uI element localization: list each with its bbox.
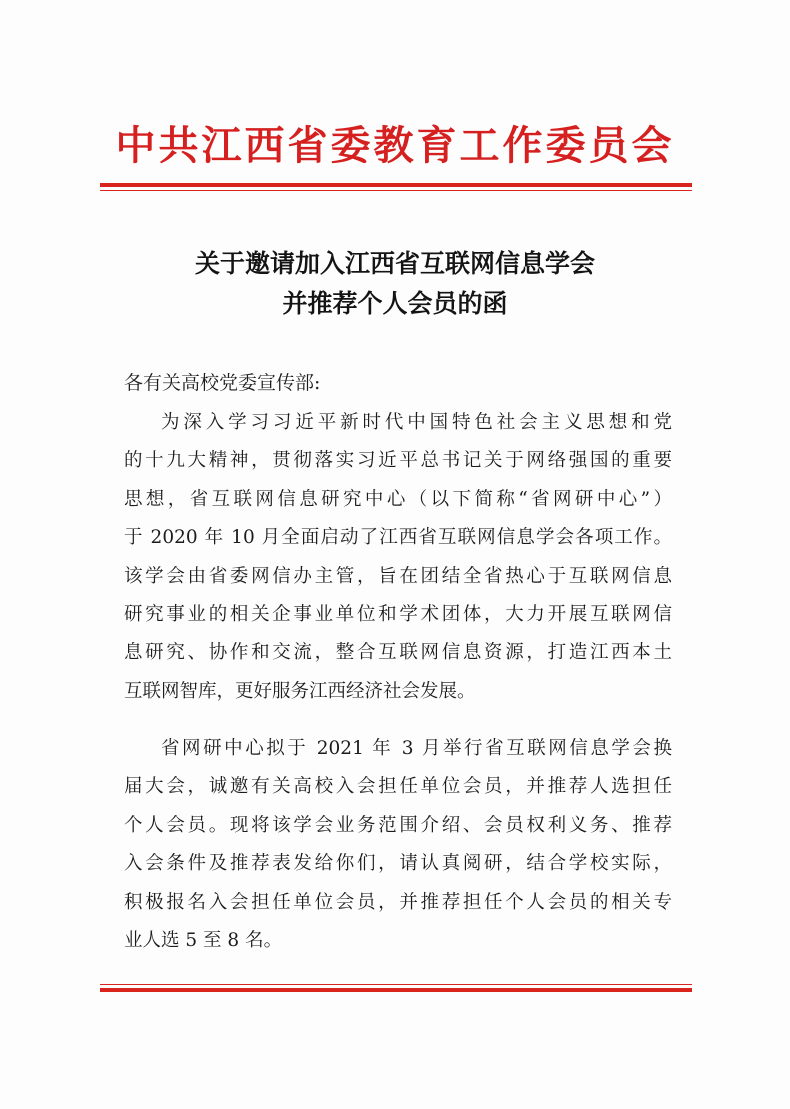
paragraph-2	[124, 730, 672, 960]
document-title	[0, 244, 790, 324]
paragraph-line: 于 2020 年 10 月全面启动了江西省互联网信息学会各项工作。	[124, 527, 672, 549]
paragraph-line: 个人会员。现将该学会业务范围介绍、会员权利义务、推荐	[124, 814, 672, 836]
organization-header: 中共江西省委教育工作委员会	[115, 122, 675, 169]
footer-rule-thick	[100, 988, 692, 992]
header-rule-thin	[100, 190, 692, 191]
paragraph-line: 业人选 5 至 8 名。	[124, 930, 283, 952]
paragraph-line: 互联网智库，更好服务江西经济社会发展。	[124, 680, 476, 702]
salutation: 各有关高校党委宣传部:	[124, 372, 321, 394]
paragraph-line: 该学会由省委网信办主管，旨在团结全省热心于互联网信息	[124, 565, 672, 587]
paragraph-line: 思想，省互联网信息研究中心（以下简称“省网研中心”）	[124, 488, 672, 510]
paragraph-line: 积极报名入会担任单位会员，并推荐担任个人会员的相关专	[124, 891, 672, 913]
header-rule-thick	[100, 183, 692, 187]
document-title-line2: 并推荐个人会员的函	[282, 289, 508, 318]
paragraph-line: 入会条件及推荐表发给你们，请认真阅研，结合学校实际，	[124, 853, 672, 875]
paragraph-line: 息研究、协作和交流，整合互联网信息资源，打造江西本土	[124, 642, 672, 664]
paragraph-line: 研究事业的相关企事业单位和学术团体，大力开展互联网信	[124, 604, 672, 626]
footer-rule-thin	[100, 984, 692, 985]
paragraph-line: 省网研中心拟于 2021 年 3 月举行省互联网信息学会换	[161, 738, 672, 759]
paragraph-line: 的十九大精神，贯彻落实习近平总书记关于网络强国的重要	[124, 450, 672, 472]
document-title-line1: 关于邀请加入江西省互联网信息学会	[194, 249, 595, 278]
paragraph-1	[124, 404, 672, 711]
paragraph-line: 届大会，诚邀有关高校入会担任单位会员，并推荐人选担任	[124, 776, 672, 798]
paragraph-line: 为深入学习习近平新时代中国特色社会主义思想和党	[161, 412, 672, 433]
